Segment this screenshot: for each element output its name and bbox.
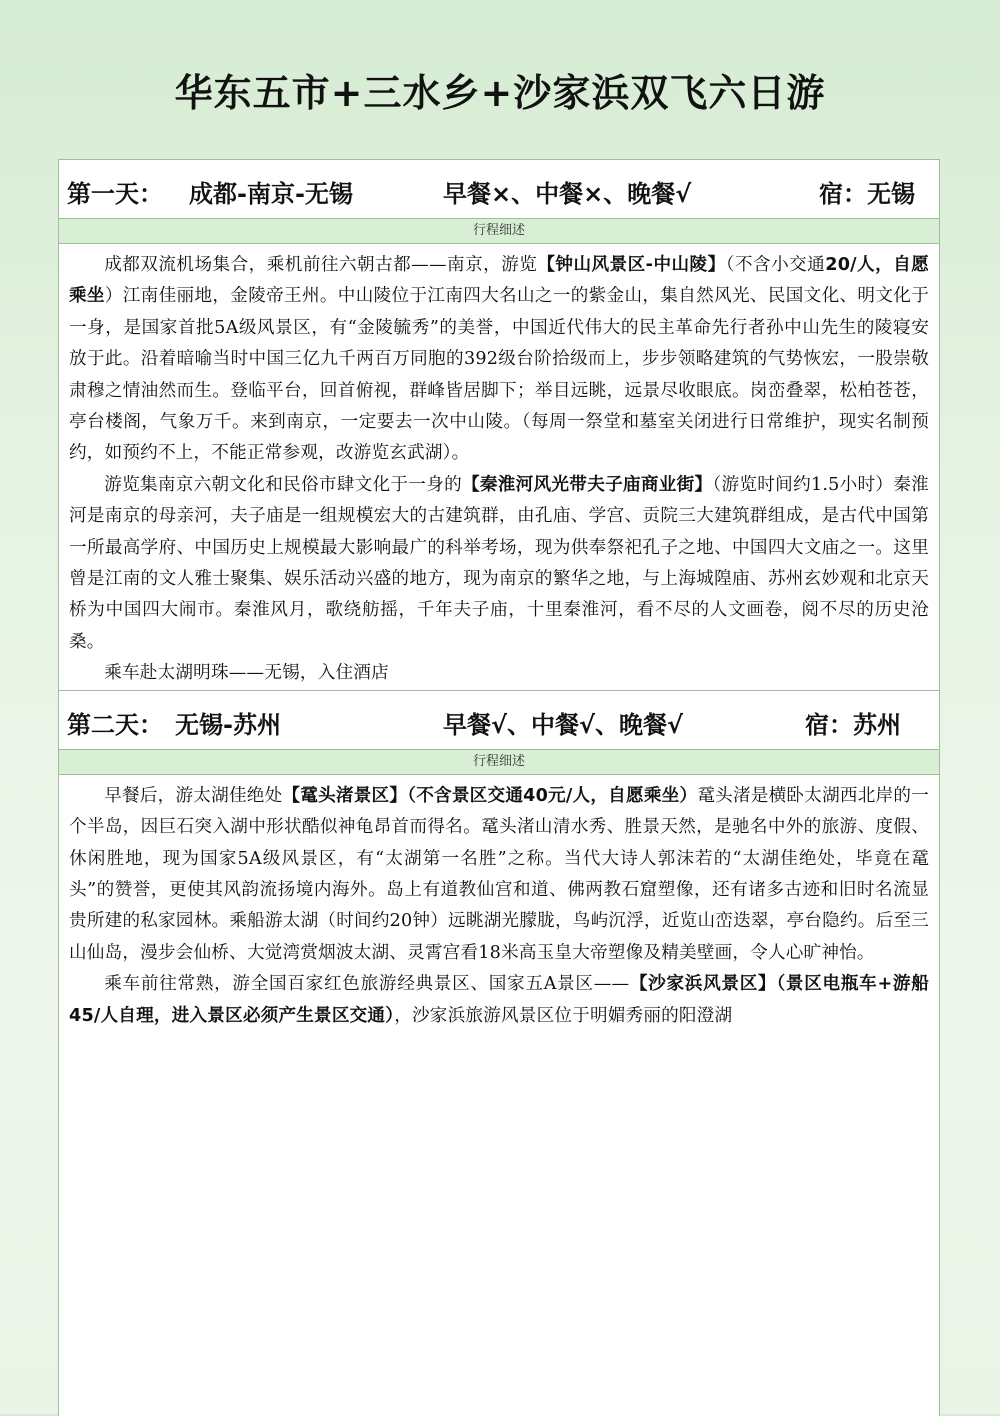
day1-meals: 早餐×、中餐×、晚餐√ [443,180,692,208]
day1-content [59,244,939,690]
day1-route: 成都-南京-无锡 [189,180,353,208]
highlight-zhongshan: 【钟山风景区-中山陵】 [537,255,726,275]
day2-meals: 早餐√、中餐√、晚餐√ [443,710,684,739]
text: 鼋头渚是横卧太湖西北岸的一个半岛，因巨石突入湖中形状酷似神龟昂首而得名。鼋头渚山清水秀、胜景天然，是驰名中外的旅游、度假、休闲胜地，现为国家5A级风景区，有“太湖第一名胜”之称。当代大诗人郭沫若的“太湖佳绝处，毕竟在鼋头”的赞誉，更使其风韵流扬境内海外。岛上有道教仙宫和道、佛两教石窟塑像，还有诸多古迹和旧时名流显贵所建的私家园林。乘船游太湖（时间约20钟）远眺湖光朦胧，鸟屿沉浮，近览山峦迭翠，亭台隐约。后至三山仙岛，漫步会仙桥、大觉湾赏烟波太湖、灵霄宫看18米高玉皇大帝塑像及精美壁画，令人心旷神怡。 [69,785,929,963]
text: ，沙家浜旅游风景区位于明媚秀丽的阳澄湖 [394,1005,733,1026]
text: 游览集南京六朝文化和民俗市肆文化于一身的 [104,474,462,495]
page-title: 华东五市+三水乡+沙家浜双飞六日游 [174,71,826,115]
highlight-shajiabang: 【沙家浜风景区】（景区电瓶车+游船45/人自理，进入景区必须产生景区交通） [69,974,930,1026]
day1-stay: 宿：无锡 [819,180,915,208]
text: （不含小交通 [725,255,826,275]
text: （游览时间约1.5小时）秦淮河是南京的母亲河，夫子庙是一组规模宏大的古建筑群，由孔庙、学宫、贡院三大建筑群组成，是古代中国第一所最高学府、中国历史上规模最大影响最广的科举考场，现为供奉祭祀孔子之地、中国四大文庙之一。这里曾是江南的文人雅士聚集、娱乐活动兴盛的地方，现为南京的繁华之地，与上海城隍庙、苏州玄妙观和北京天桥为中国四大闹市。秦淮风月，歌绕舫摇，千年夫子庙，十里秦淮河，看不尽的人文画卷，阅不尽的历史沧桑。 [69,474,929,652]
day1-paragraph-3: 乘车赴太湖明珠——无锡，入住酒店 [104,663,389,684]
day1-paragraph-2 [69,470,929,658]
day1-paragraph-1 [69,250,929,470]
day2-paragraph-1 [69,781,929,969]
day1-label: 第一天： [67,180,163,208]
highlight-fee: 20/人，自愿乘坐 [69,255,929,307]
day1-detail-label: 行程细述 [59,219,939,244]
day2-detail-label: 行程细述 [59,750,939,775]
text: ）江南佳丽地，金陵帝王州。中山陵位于江南四大名山之一的紫金山，集自然风光、民国文化、明文化于一身，是国家首批5A级风景区，有“金陵毓秀”的美誉，中国近代伟大的民主革命先行者孙中山先生的陵寝安放于此。沿着暗喻当时中国三亿九千两百万同胞的392级台阶拾级而上，步步领略建筑的气势恢宏，一股崇敬肃穆之情油然而生。登临平台，回首俯视，群峰皆居脚下；举目远眺，远景尽收眼底。岗峦叠翠，松柏苍苍，亭台楼阁，气象万千。来到南京，一定要去一次中山陵。（每周一祭堂和墓室关闭进行日常维护，现实名制预约，如预约不上，不能正常参观，改游览玄武湖）。 [69,286,929,464]
day2-header [59,690,939,750]
day1-header [59,160,939,219]
day2-content [59,775,939,1032]
text: 早餐后，游太湖佳绝处 [104,785,283,806]
day2-paragraph-2 [69,969,929,1032]
text: 乘车前往常熟，游全国百家红色旅游经典景区、国家五A景区—— [104,974,630,995]
highlight-yuantouzhu: 【鼋头渚景区】（不含景区交通40元/人，自愿乘坐） [282,785,698,806]
day2-label: 第二天： [67,710,163,739]
day2-route: 无锡-苏州 [175,710,281,739]
highlight-qinhuai: 【秦淮河风光带夫子庙商业街】 [461,474,713,495]
day2-stay: 宿：苏州 [805,710,901,739]
itinerary-sheet [58,159,940,1416]
text: 成都双流机场集合，乘机前往六朝古都——南京，游览 [104,255,538,275]
